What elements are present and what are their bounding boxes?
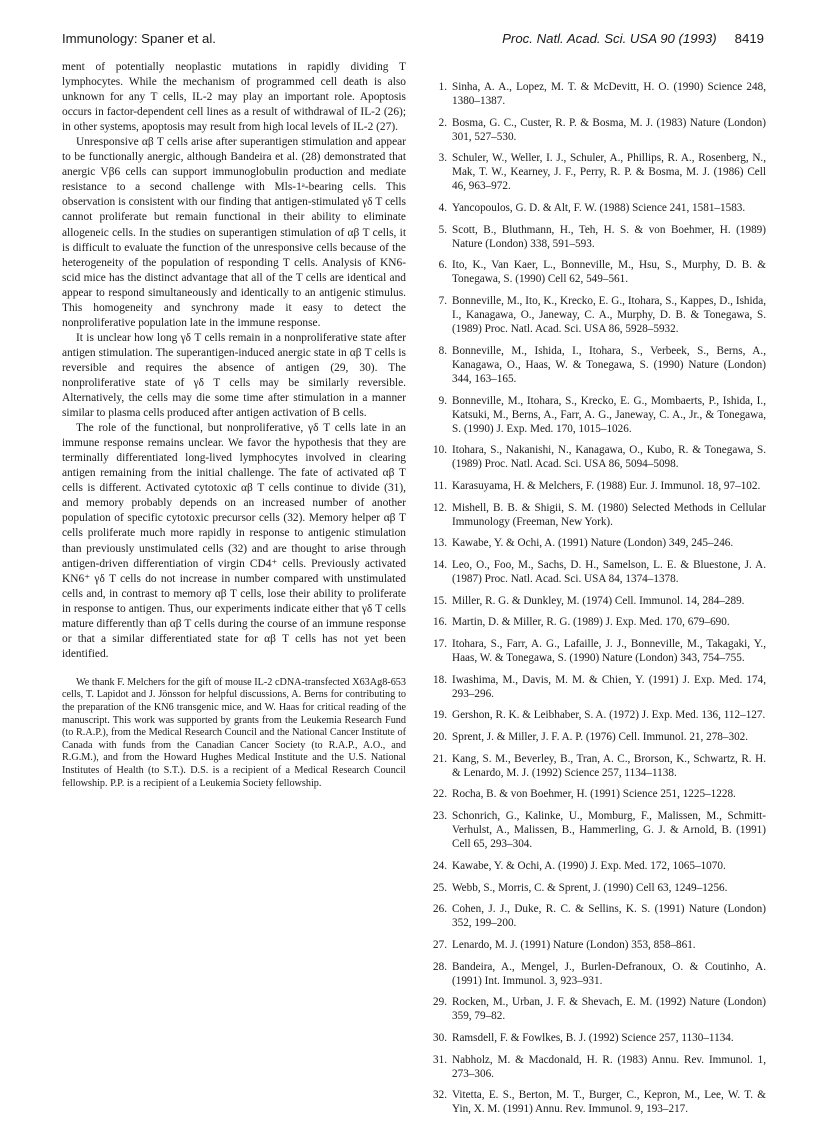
reference-item [428,960,766,988]
reference-text: Vitetta, E. S., Berton, M. T., Burger, C., Kepron, M., Lee, W. T. & Yin, X. M. (1991) Annu. Rev. Immunol. 9, 193–217. [452,1089,766,1116]
reference-text: Martin, D. & Miller, R. G. (1989) J. Exp. Med. 170, 679–690. [452,616,730,629]
reference-item [428,881,766,895]
reference-text: Miller, R. G. & Dunkley, M. (1974) Cell. Immunol. 14, 284–289. [452,594,745,607]
reference-number: 2. [438,116,447,129]
reference-number: 30. [433,1031,447,1044]
reference-number: 29. [433,996,447,1009]
left-column [62,60,406,790]
reference-number: 8. [438,344,447,357]
reference-number: 5. [438,223,447,236]
reference-number: 7. [438,295,447,308]
reference-text: Karasuyama, H. & Melchers, F. (1988) Eur. J. Immunol. 18, 97–102. [452,479,761,492]
section-gap [62,662,406,677]
reference-number: 24. [433,859,447,872]
reference-item [428,223,766,251]
body-paragraph: ment of potentially neoplastic mutations in rapidly dividing T lymphocytes. While the mechanism of programmed cell death is also unknown for any T cells, IL-2 may play an important role. Apoptosis occurs in factor-dependent cell lines as a result of withdrawal of IL-2 (26); in other systems, apoptosis may result from high local levels of IL-2 (27). [62,61,406,134]
reference-number: 10. [433,444,447,457]
acknowledgment: We thank F. Melchers for the gift of mouse IL-2 cDNA-transfected X63Ag8-653 cells, T. Lapidot and J. Jönsson for helpful discussions, A. Berns for contributing to the preparation of the KN6 transgenic mice, and W. Haas for critical reading of the manuscript. This work was supported by grants from the Leukemia Research Fund (to R.A.P.), from the Medical Research Council and the National Cancer Institute of Canada with funds from the Canadian Cancer Society (to R.A.P., A.O., and R.G.M.), and from the Howard Hughes Medical Institute and the U.S. National Institutes of Health (to S.T.). D.S. is a recipient of a Medical Research Council fellowship. P.P. is a recipient of a Leukemia Society fellowship. [62,676,406,789]
reference-item [428,902,766,930]
reference-text: Bonneville, M., Ito, K., Krecko, E. G., Itohara, S., Kappes, D., Ishida, I., Kanagawa, O., Janeway, C. A., Murphy, D. B. & Tonegawa, S. (1989) Proc. Natl. Acad. Sci. USA 86, 5928–5932. [452,295,766,336]
journal-section: Immunology: Spaner et al. [62,31,216,46]
reference-number: 28. [433,960,447,973]
reference-text: Sprent, J. & Miller, J. F. A. P. (1976) Cell. Immunol. 21, 278–302. [452,731,749,744]
reference-item [428,730,766,744]
page-number: 8419 [734,31,764,46]
reference-text: Bonneville, M., Itohara, S., Krecko, E. G., Mombaerts, P., Ishida, I., Katsuki, M., Berns, A., Farr, A. G., Janeway, C. A., Jr., & Tonegawa, S. (1990) J. Exp. Med. 170, 1015–1026. [452,394,766,435]
reference-item [428,258,766,286]
reference-text: Itohara, S., Nakanishi, N., Kanagawa, O., Kubo, R. & Tonegawa, S. (1989) Proc. Natl. Acad. Sci. USA 86, 5094–5098. [452,444,766,471]
reference-number: 14. [433,558,447,571]
reference-item [428,809,766,851]
reference-number: 25. [433,881,447,894]
reference-item [428,615,766,629]
reference-number: 27. [433,938,447,951]
reference-item [428,594,766,608]
reference-number: 19. [433,709,447,722]
reference-item [428,201,766,215]
reference-item [428,344,766,386]
reference-item [428,443,766,471]
reference-text: Rocha, B. & von Boehmer, H. (1991) Science 251, 1225–1228. [452,788,736,801]
reference-text: Nabholz, M. & Macdonald, H. R. (1983) Annu. Rev. Immunol. 1, 273–306. [452,1053,766,1080]
reference-item [428,938,766,952]
reference-item [428,151,766,193]
body-paragraph: The role of the functional, but nonproliferative, γδ T cells late in an immune response remains unclear. We favor the hypothesis that they are terminally differentiated long-lived lymphocytes involved in clearing antigen remaining from the initial challenge. The fate of activated αβ T cells is different. Activated cytotoxic αβ T cells continue to divide (31), and memory probably depends on an increased number of another population of specific cytotoxic precursor cells (32). Memory helper αβ T cells proliferate much more rapidly in response to antigenic stimulation than previously unstimulated cells (32) and are thought to arise through antigen-driven differentiation of virgin CD4⁺ cells. Previously activated KN6⁺ γδ T cells do not increase in number compared with unstimulated cells and, in contrast to memory αβ T cells, lose their ability to proliferate in response to antigen. Thus, our experiments indicate either that γδ T cells mature differently than αβ T cells during the course of an immune response or that a similar differentiated state for αβ T cells has not yet been identified. [62,422,406,660]
running-header [62,31,764,51]
reference-item [428,80,766,108]
references-list [428,80,766,1124]
reference-text: Iwashima, M., Davis, M. M. & Chien, Y. (1991) J. Exp. Med. 174, 293–296. [452,673,766,700]
reference-item [428,294,766,336]
reference-number: 1. [438,81,447,93]
reference-text: Ramsdell, F. & Fowlkes, B. J. (1992) Science 257, 1130–1134. [452,1031,734,1044]
reference-number: 6. [438,259,447,272]
reference-text: Bosma, G. C., Custer, R. P. & Bosma, M. J. (1983) Nature (London) 301, 527–530. [452,116,766,143]
reference-item [428,479,766,493]
reference-text: Schuler, W., Weller, I. J., Schuler, A., Phillips, R. A., Rosenberg, N., Mak, T. W., Kearney, J. F., Perry, R. P. & Bosma, M. J. (1986) Cell 46, 963–972. [452,152,766,193]
reference-item [428,787,766,801]
reference-number: 15. [433,594,447,607]
reference-text: Scott, B., Bluthmann, H., Teh, H. S. & von Boehmer, H. (1989) Nature (London) 338, 591–593. [452,223,766,250]
reference-number: 16. [433,616,447,629]
reference-text: Kang, S. M., Beverley, B., Tran, A. C., Brorson, K., Schwartz, R. H. & Lenardo, M. J. (1992) Science 257, 1134–1138. [452,752,766,779]
reference-item [428,558,766,586]
reference-number: 21. [433,752,447,765]
reference-number: 22. [433,788,447,801]
reference-item [428,394,766,436]
reference-text: Yancopoulos, G. D. & Alt, F. W. (1988) Science 241, 1581–1583. [452,202,746,215]
reference-text: Leo, O., Foo, M., Sachs, D. H., Samelson, L. E. & Bluestone, J. A. (1987) Proc. Natl. Acad. Sci. USA 84, 1374–1378. [452,558,766,585]
reference-item [428,859,766,873]
reference-number: 4. [438,202,447,215]
body-paragraph: Unresponsive αβ T cells arise after superantigen stimulation and appear to be functionally anergic, although Bandeira et al. (28) demonstrated that anergic Vβ6 cells can support immunoglobulin production and mediate resistance to a second challenge with Mls-1ᵃ-bearing cells. This observation is consistent with our finding that antigen-stimulated γδ T cells cannot proliferate but remain functional in their ability to eliminate allogeneic cells. In the studies on superantigen stimulation of αβ T cells, it is difficult to evaluate the function of the unresponsive cells because of the heterogeneity of the population of responding T cells. Analysis of KN6-scid mice has the distinct advantage that all of the T cells are identical and appear to respond simultaneously and identically to an antigenic stimulus. This homogeneity and synchrony made it easy to detect the nonproliferative population late in the immune response. [62,136,406,329]
reference-text: Sinha, A. A., Lopez, M. T. & McDevitt, H. O. (1990) Science 248, 1380–1387. [452,81,766,107]
reference-item [428,995,766,1023]
body-paragraph: It is unclear how long γδ T cells remain in a nonproliferative state after antigen stimulation. The superantigen-induced anergic state in αβ T cells is reversible and requires the absence of antigen (29, 30). The nonproliferative state of γδ T cells may be similarly reversible. Alternatively, the cells may die some time after stimulation in a manner similar to plasma cells produced after antigen activation of B cells. [62,331,406,420]
reference-number: 12. [433,501,447,514]
reference-text: Kawabe, Y. & Ochi, A. (1991) Nature (London) 349, 245–246. [452,537,734,550]
reference-item [428,501,766,529]
reference-item [428,1031,766,1045]
reference-text: Schonrich, G., Kalinke, U., Momburg, F., Malissen, M., Schmitt-Verhulst, A., Malissen, B., Hammerling, G. J. & Arnold, B. (1991) Cell 65, 293–304. [452,810,766,851]
reference-text: Lenardo, M. J. (1991) Nature (London) 353, 858–861. [452,938,696,951]
reference-number: 17. [433,638,447,650]
reference-number: 3. [438,152,447,165]
reference-text: Webb, S., Morris, C. & Sprent, J. (1990) Cell 63, 1249–1256. [452,881,728,894]
reference-text: Mishell, B. B. & Shigii, S. M. (1980) Selected Methods in Cellular Immunology (Freeman, New York). [452,501,766,528]
reference-text: Cohen, J. J., Duke, R. C. & Sellins, K. S. (1991) Nature (London) 352, 199–200. [452,903,766,930]
reference-text: Bonneville, M., Ishida, I., Itohara, S., Verbeek, S., Berns, A., Kanagawa, O., Haas, W. & Tonegawa, S. (1990) Nature (London) 344, 163–165. [452,344,766,385]
reference-item [428,116,766,144]
reference-text: Itohara, S., Farr, A. G., Lafaille, J. J., Bonneville, M., Takagaki, Y., Haas, W. & Tonegawa, S. (1990) Nature (London) 343, 754–755. [452,638,766,664]
reference-number: 11. [433,479,447,492]
reference-text: Gershon, R. K. & Leibhaber, S. A. (1972) J. Exp. Med. 136, 112–127. [452,709,766,722]
reference-text: Ito, K., Van Kaer, L., Bonneville, M., Hsu, S., Murphy, D. B. & Tonegawa, S. (1990) Cell 62, 549–561. [452,259,766,286]
reference-item [428,1053,766,1081]
reference-number: 31. [433,1053,447,1066]
reference-number: 32. [433,1089,447,1102]
reference-item [428,1088,766,1116]
reference-number: 23. [433,810,447,823]
reference-text: Rocken, M., Urban, J. F. & Shevach, E. M. (1992) Nature (London) 359, 79–82. [452,996,766,1023]
reference-text: Bandeira, A., Mengel, J., Burlen-Defranoux, O. & Coutinho, A. (1991) Int. Immunol. 3, 923–931. [452,960,766,987]
reference-item [428,708,766,722]
reference-number: 26. [433,903,447,916]
reference-item [428,673,766,701]
journal-citation [502,31,764,46]
reference-text: Kawabe, Y. & Ochi, A. (1990) J. Exp. Med. 172, 1065–1070. [452,859,726,872]
reference-item [428,637,766,665]
reference-number: 18. [433,673,447,686]
journal-name: Proc. Natl. Acad. Sci. USA 90 (1993) [502,31,717,46]
reference-item [428,536,766,550]
reference-item [428,752,766,780]
reference-number: 20. [433,731,447,744]
reference-number: 13. [433,537,447,550]
reference-number: 9. [438,394,447,407]
